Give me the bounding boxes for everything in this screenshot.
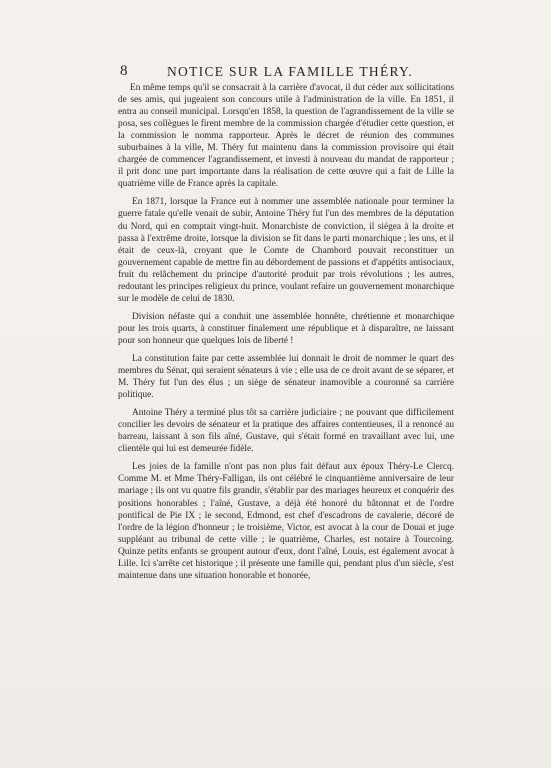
running-title: NOTICE SUR LA FAMILLE THÉRY. bbox=[167, 64, 414, 79]
paragraph-family: Les joies de la famille n'ont pas non plus fait défaut aux époux Théry-Le Clercq. Comme M. et Mme Théry-Falligan, ils ont célébré le cinquantième anniversaire de leur mariage ; ils ont vu quatre fils grandir, s'établir par des mariages heureux et conquérir des positions honorables ; l'aîné, Gustave, a déjà été honoré du bâtonnat et de l'ordre pontifical de Pie IX ; le second, Edmond, est chef d'escadrons de cavalerie, décoré de l'ordre de la légion d'honneur ; le troisième, Victor, est avocat à la cour de Douai et juge suppléant au tribunal de cette ville ; le quatrième, Charles, est notaire à Tourcoing. Quinze petits enfants se groupent autour d'eux, dont l'aîné, Louis, est également avocat à Lille. Ici s'arrête cet historique ; il présente une famille qui, pendant plus d'un siècle, s'est maintenue dans une situation honorable et honorée, bbox=[118, 462, 454, 581]
paragraph-municipal-career: En même temps qu'il se consacrait à la carrière d'avocat, il dut céder aux sollicitations de ses amis, qui jugeaient son concours utile à l'administration de la ville. En 1851, il entra au conseil municipal. Lorsqu'en 1858, la question de l'agrandissement de la ville se posa, ses collègues le firent membre de la commission chargée d'étudier cette question, et la commission le nomma rapporteur. Après le décret de réunion des communes suburbaines à la ville, M. Théry fut maintenu dans la commission provisoire qui était chargée de commencer l'agrandissement, et investi à nouveau du mandat de rapporteur ; il prit donc une part importante dans la réalisation de cette œuvre qui a fait de Lille la quatrième ville de France après la capitale. bbox=[118, 83, 454, 190]
page-number: 8 bbox=[120, 63, 128, 79]
page-header bbox=[120, 63, 450, 79]
body-text bbox=[118, 82, 454, 582]
paragraph-judicial-career: Antoine Théry a terminé plus tôt sa carrière judiciaire ; ne pouvant que difficilement concilier les devoirs de sénateur et la pratique des affaires contentieuses, il a renoncé au barreau, laissant à son fils aîné, Gustave, qui s'était formé en travaillant avec lui, une clientèle qui lui est demeurée fidèle. bbox=[118, 408, 454, 455]
paragraph-senate: La constitution faite par cette assemblée lui donnait le droit de nommer le quart des membres du Sénat, qui seraient sénateurs à vie ; elle usa de ce droit avant de se séparer, et M. Théry fut l'un des élus ; un siège de sénateur inamovible a couronné sa carrière politique. bbox=[118, 353, 454, 401]
paragraph-division: Division néfaste qui a conduit une assemblée honnête, chrétienne et monarchique pour les trois quarts, à constituer finalement une république et à disparaître, ne laissant pour son honneur que quelques lois de liberté ! bbox=[118, 311, 454, 346]
paragraph-national-assembly: En 1871, lorsque la France eut à nommer une assemblée nationale pour terminer la guerre fatale qu'elle venait de subir, Antoine Théry fut l'un des membres de la députation du Nord, qui en comptait vingt-huit. Monarchiste de conviction, il siégea à la droite et passa à l'extrême droite, lorsque la division se fit dans le parti monarchique ; les uns, et il était de ceux-là, croyant que le Comte de Chambord pouvait reconstituer un gouvernement capable de mettre fin au débordement de passions et d'appétits antisociaux, fruit du relâchement du principe d'autorité produit par trois révolutions ; les autres, redoutant les principes religieux du prince, voulant refaire un gouvernement monarchique sur le modèle de celui de 1830. bbox=[118, 197, 454, 304]
